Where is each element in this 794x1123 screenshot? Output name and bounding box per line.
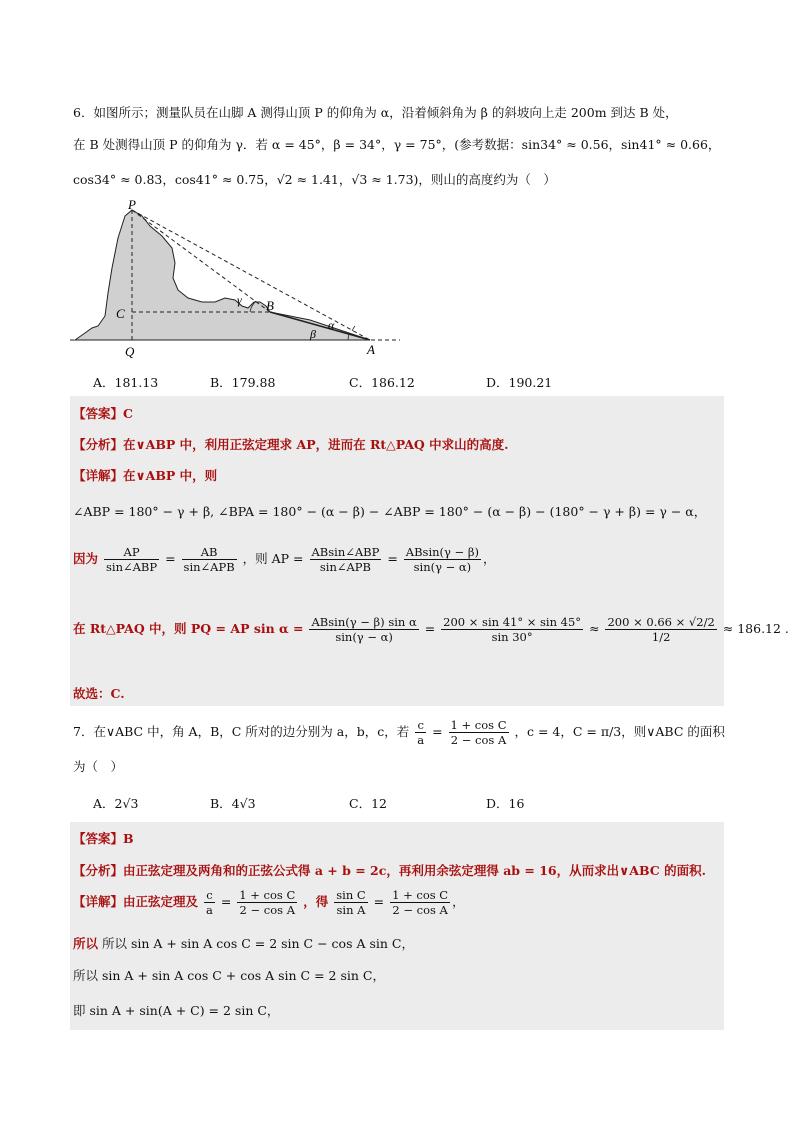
q6-rt-head: 在 Rt△PAQ 中，则 PQ = AP sin α = [73,621,304,636]
frac-pq: $\frac{\text{ABsin(γ − β) sin α}}{\sin(\gamma - \alpha)}$ [311,615,417,644]
frac-ab2: $\frac{\text{ABsin∠ABP}}{\text{sin∠APB}}$ [311,545,380,574]
q6-line1: 6．如图所示；测量队员在山脚 A 测得山顶 P 的仰角为 α，沿着倾斜角为 β 的斜坡向上走 200m 到达 B 处， [73,105,678,120]
q7-answer: 【答案】B [73,831,134,846]
q6-option-c[interactable]: C．186.12 [349,375,415,390]
label-gamma: γ [237,293,242,307]
q7-get: ，得 [303,894,329,909]
frac-ab: $\frac{AB}{\text{sin∠APB}}$ [183,545,235,574]
q7-detail-line: 【详解】由正弦定理及 $\frac{c}{a}$ = $\frac{\text{1 + cos C}}{\text{2 − cos A}}$ ，得 $\frac{\text{sin C}}{\text{sin A}}$ = $\frac{\text{1 + cos C}}{\text{2 − cos A}}$ ， [73,888,465,917]
q6-detail-head: 【详解】在∨ABP 中，则 [73,468,218,483]
q6-then-ap: ，则 AP = [242,551,304,566]
label-a: A [367,342,375,357]
q6-because: 因为 [73,551,99,566]
label-c: C [116,306,125,321]
q7-option-d[interactable]: D．16 [486,796,525,811]
q6-line2: 在 B 处测得山顶 P 的仰角为 γ．若 α = 45°，β = 34°，γ = 75°，(参考数据：sin34° ≈ 0.56，sin41° ≈ 0.66， [73,137,721,152]
q6-line3: cos34° ≈ 0.83，cos41° ≈ 0.75，√2 ≈ 1.41，√3 ≈ 1.73)，则山的高度约为（ ） [73,172,556,187]
q6-rt-line: 在 Rt△PAQ 中，则 PQ = AP sin α = $\frac{\text{ABsin(γ − β) sin α}}{\sin(\gamma - \alpha)}$ = $\frac{200 \times \sin 41^\circ \times \sin 45^\circ}{\sin 30^\circ}$ ≈ $\frac{200 \times 0.66 \times √2/2}{1/2}$ ≈ 186.12 . [73,615,789,644]
label-beta: β [310,327,316,341]
q7-option-c[interactable]: C．12 [349,796,387,811]
q7-line2: 为（ ） [73,759,124,774]
q6-because-line: 因为 $\frac{AP}{\text{sin∠ABP}}$ = $\frac{AB}{\text{sin∠APB}}$ ，则 AP = $\frac{\text{ABsin∠ABP}}{\text{sin∠APB}}$ = $\frac{ABsin(\gamma - \beta)}{\sin(\gamma - \alpha)}$ ， [73,545,496,574]
q6-detail1: ∠ABP = 180° − γ + β, ∠BPA = 180° − (α − β) − ∠ABP = 180° − (α − β) − (180° − γ + β) = γ − α， [73,504,707,519]
q7-frac4: $\frac{\text{1 + cos C}}{\text{2 − cos A}}$ [239,888,296,917]
q6-option-a[interactable]: A．181.13 [93,375,159,390]
q6-analysis: 【分析】在∨ABP 中，利用正弦定理求 AP，进而在 Rt△PAQ 中求山的高度. [73,437,509,452]
q7-step3: 即 sin A + sin(A + C) = 2 sin C， [73,1003,280,1018]
q6-option-d[interactable]: D．190.21 [486,375,553,390]
q7-line1: 7．在∨ABC 中，角 A，B，C 所对的边分别为 a，b，c，若 $\frac{c}{a}$ = $\frac{\text{1 + cos C}}{\text{2 − cos A}}$ ，c = 4，C = π/3，则∨ABC 的面积 [73,718,725,747]
q7-step2: 所以 sin A + sin A cos C + cos A sin C = 2 sin C， [73,968,385,983]
mountain-figure [70,198,405,360]
frac-ap: $\frac{AP}{\text{sin∠ABP}}$ [106,545,158,574]
frac-pq3: $\frac{200 \times 0.66 \times √2/2}{1/2}$ [607,615,715,644]
q6-result: ≈ 186.12 . [722,621,789,636]
q7-frac6: $\frac{\text{1 + cos C}}{\text{2 − cos A}}$ [392,888,449,917]
q7-step1: 所以 所以 sin A + sin A cos C = 2 sin C − cos A sin C， [73,936,414,951]
q7-detail-head: 【详解】由正弦定理及 [73,894,199,909]
q7-frac-cos: $\frac{\text{1 + cos C}}{\text{2 − cos A}}$ [450,718,507,747]
q7-frac3: $\frac{c}{a}$ [206,888,213,917]
label-p: P [128,198,136,212]
q6-choose: 故选：C. [73,686,125,701]
label-b: B [266,298,274,313]
q6-option-b[interactable]: B．179.88 [210,375,276,390]
q7-solution-block [70,822,724,1030]
q7-frac-ca: $\frac{c}{a}$ [417,718,425,747]
q6-answer: 【答案】C [73,406,133,421]
frac-pq2: $\frac{200 \times \sin 41^\circ \times \sin 45^\circ}{\sin 30^\circ}$ [443,615,582,644]
frac-ab3: $\frac{ABsin(\gamma - \beta)}{\sin(\gamma - \alpha)}$ [405,545,479,574]
q7-option-a[interactable]: A．2√3 [93,796,139,811]
label-q: Q [125,344,135,359]
q7-analysis: 【分析】由正弦定理及两角和的正弦公式得 a + b = 2c，再利用余弦定理得 ab = 16，从而求出∨ABC 的面积. [73,863,706,878]
q7-option-b[interactable]: B．4√3 [210,796,256,811]
label-alpha: α [328,318,335,332]
q7-frac5: $\frac{\text{sin C}}{\text{sin A}}$ [336,888,366,917]
